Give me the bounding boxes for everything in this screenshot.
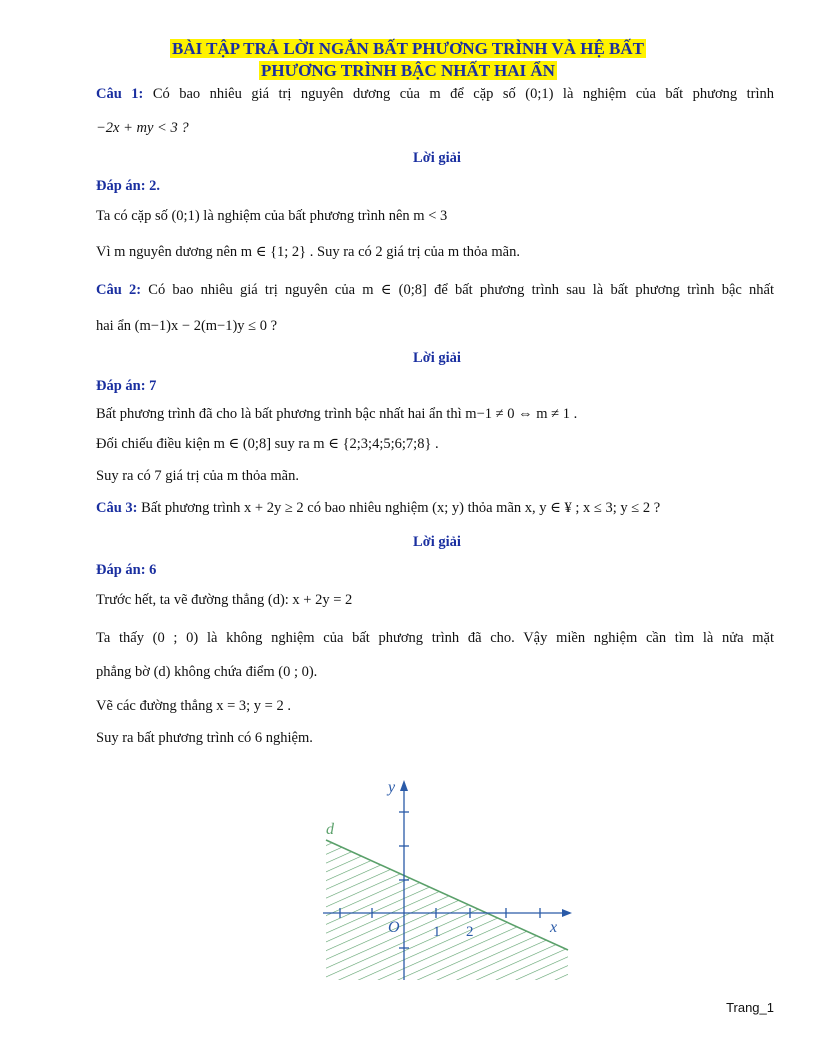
x-axis-label: x [550,919,558,936]
q1-line-2 [96,118,774,138]
q2-line-2: hai ẩn (m−1)x − 2(m−1)y ≤ 0 ? [96,318,278,334]
q3-step-3: phẳng bờ (d) không chứa điểm (0 ; 0). [96,664,318,680]
q2-label: Câu 2: [96,282,142,298]
hatched-region [326,830,568,980]
q3-step-4: Vẽ các đường thẳng x = 3; y = 2 . [96,698,291,714]
y-axis-label: y [388,779,396,796]
origin-label: O [388,919,400,936]
q1-step-2: Vì m nguyên dương nên m ∈ {1; 2} . Suy ra có 2 giá trị của m thỏa mãn. [96,244,520,260]
q2-step-1: Bất phương trình đã cho là bất phương trình bậc nhất hai ẩn thì m−1 ≠ 0 ⇔ m ≠ 1 . [96,406,578,422]
q3-solution-heading: Lời giải [413,534,461,550]
q3-step-5: Suy ra bất phương trình có 6 nghiệm. [96,730,313,746]
page-title-2 [0,60,816,82]
q2-text-1: Có bao nhiêu giá trị nguyên của m ∈ (0;8] để bất phương trình sau là bất phương trình bậc nhất [148,282,774,298]
q1-text-1: Có bao nhiêu giá trị nguyên dương của m để cặp số (0;1) là nghiệm của bất phương trình [152,86,774,102]
title-line-1: BÀI TẬP TRẢ LỜI NGẮN BẤT PHƯƠNG TRÌNH VÀ HỆ BẤT [172,39,644,58]
q1-line-1 [96,84,774,104]
q3-answer: Đáp án: 6 [96,562,157,578]
q3-line-1 [96,498,774,518]
q2-solution-heading: Lời giải [413,350,461,366]
q1-solution-heading: Lời giải [413,150,461,166]
x-tick-1-label: 1 [433,924,441,940]
q3-step-1: Trước hết, ta vẽ đường thẳng (d): x + 2y = 2 [96,592,353,608]
q2-step-3: Suy ra có 7 giá trị của m thỏa mãn. [96,468,299,484]
q3-step-2: Ta thấy (0 ; 0) là không nghiệm của bất phương trình đã cho. Vậy miền nghiệm cần tìm là nửa mặt [96,630,774,646]
q1-text-2: −2x + my < 3 ? [96,120,189,136]
page-number: Trang_1 [726,1000,774,1015]
title-line-2: PHƯƠNG TRÌNH BẬC NHẤT HAI ẨN [261,61,555,80]
x-axis-arrow [562,909,572,917]
solution-region-graph [318,770,578,985]
x-tick-2-label: 2 [466,924,474,940]
q1-label: Câu 1: [96,86,144,102]
q2-line-1 [96,280,774,300]
q3-label: Câu 3: [96,500,138,516]
q3-text-1: Bất phương trình x + 2y ≥ 2 có bao nhiêu nghiệm (x; y) thỏa mãn x, y ∈ ¥ ; x ≤ 3; y ≤ 2 ? [141,500,661,516]
q2-step-2: Đối chiếu điều kiện m ∈ (0;8] suy ra m ∈ {2;3;4;5;6;7;8} . [96,436,439,452]
line-d-label: d [326,821,334,838]
q1-answer: Đáp án: 2. [96,178,161,194]
q1-step-1: Ta có cặp số (0;1) là nghiệm của bất phương trình nên m < 3 [96,208,448,224]
page-title [0,38,816,60]
y-axis-arrow [400,780,408,791]
q2-answer: Đáp án: 7 [96,378,157,394]
